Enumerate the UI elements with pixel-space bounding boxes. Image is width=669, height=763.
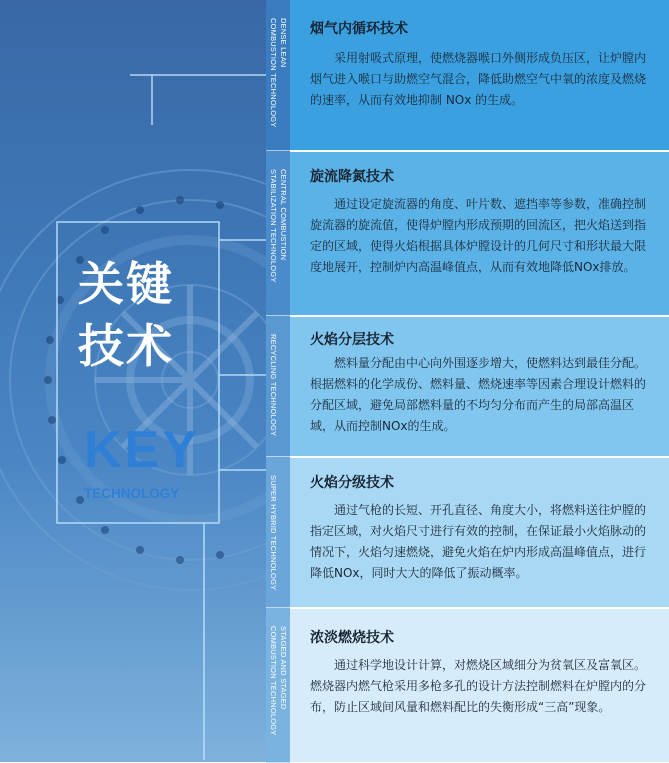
- tab-central-stabilization: [266, 151, 290, 316]
- hero-technology-text: TECHNOLOGY: [84, 486, 180, 501]
- tab-label: RECYCLING TECHNOLOGY: [269, 334, 278, 437]
- section-body: 燃料量分配由中心向外围逐步增大，使燃料达到最佳分配。根据燃料的化学成份、燃料量、燃烧速率等因素合理设计燃料的分配区域，避免局部燃料量的不均匀分布而产生的局部高温区域，从而控制NOx的生成。: [310, 356, 647, 433]
- tab-label: STAGED AND STAGED COMBUSTION TECHNOLOGY: [269, 626, 288, 736]
- tab-label: SUPER HYBRID TECHNOLOGY: [269, 475, 278, 591]
- tab-label: CENTRAL COMBUSTION STABILIZATION TECHNOLOGY: [269, 169, 288, 283]
- burner-illustration: [0, 0, 266, 762]
- section-title: 烟气内循环技术: [310, 21, 408, 37]
- tab-recycling: [266, 316, 290, 457]
- section-rich-lean-combustion: [290, 609, 669, 762]
- technology-tab-strip: [266, 0, 290, 762]
- section-body: 通过气枪的长短、开孔直径、角度大小，将燃料送往炉膛的指定区域，对火焰尺寸进行有效的控制，在保证最小火焰脉动的情况下，火焰匀速燃烧，避免火焰在炉内形成高温峰值点，进行降低NOx，同时大大的降低了振动概率。: [310, 503, 647, 580]
- section-title: 火焰分层技术: [310, 332, 394, 348]
- section-title: 旋流降氮技术: [310, 169, 394, 185]
- tab-dense-lean: [266, 0, 290, 151]
- tab-super-hybrid: [266, 457, 290, 608]
- section-flame-layering: [290, 317, 669, 456]
- section-body: 通过科学地设计计算，对燃烧区域细分为贫氧区及富氧区。燃烧器内燃气枪采用多枪多孔的设计方法控制燃料在炉膛内的分布，防止区域间风量和燃料配比的失衡形成“三高”现象。: [310, 658, 647, 714]
- section-title: 火焰分级技术: [310, 475, 394, 491]
- section-flame-staging: [290, 458, 669, 607]
- tab-staged-combustion: [266, 608, 290, 763]
- tab-label: DENSE LEAN COMBUSTION TECHNOLOGY: [269, 18, 288, 128]
- section-swirl-denitrification: [290, 152, 669, 315]
- hero-title-line1: 关键: [78, 257, 174, 311]
- section-body: 通过设定旋流器的角度、叶片数、遮挡率等参数，准确控制旋流器的旋流值，使得炉膛内形成预期的回流区，把火焰送到指定的区域，使得火焰根据具体炉膛设计的几何尺寸和形状最大限度地展开，控制炉内高温峰值点，从而有效地降低NOx排放。: [310, 197, 647, 274]
- hero-key-text: KEY: [84, 421, 200, 479]
- section-body: 采用射吸式原理，使燃烧器喉口外侧形成负压区，让炉膛内烟气进入喉口与助燃空气混合，降低助燃空气中氧的浓度及燃烧的速率，从而有效地抑制 NOx 的生成。: [310, 51, 647, 107]
- hero-title-line2: 技术: [78, 319, 174, 373]
- hero-panel: [0, 0, 266, 762]
- section-flue-gas-recirculation: [290, 0, 669, 150]
- section-title: 浓淡燃烧技术: [310, 630, 394, 646]
